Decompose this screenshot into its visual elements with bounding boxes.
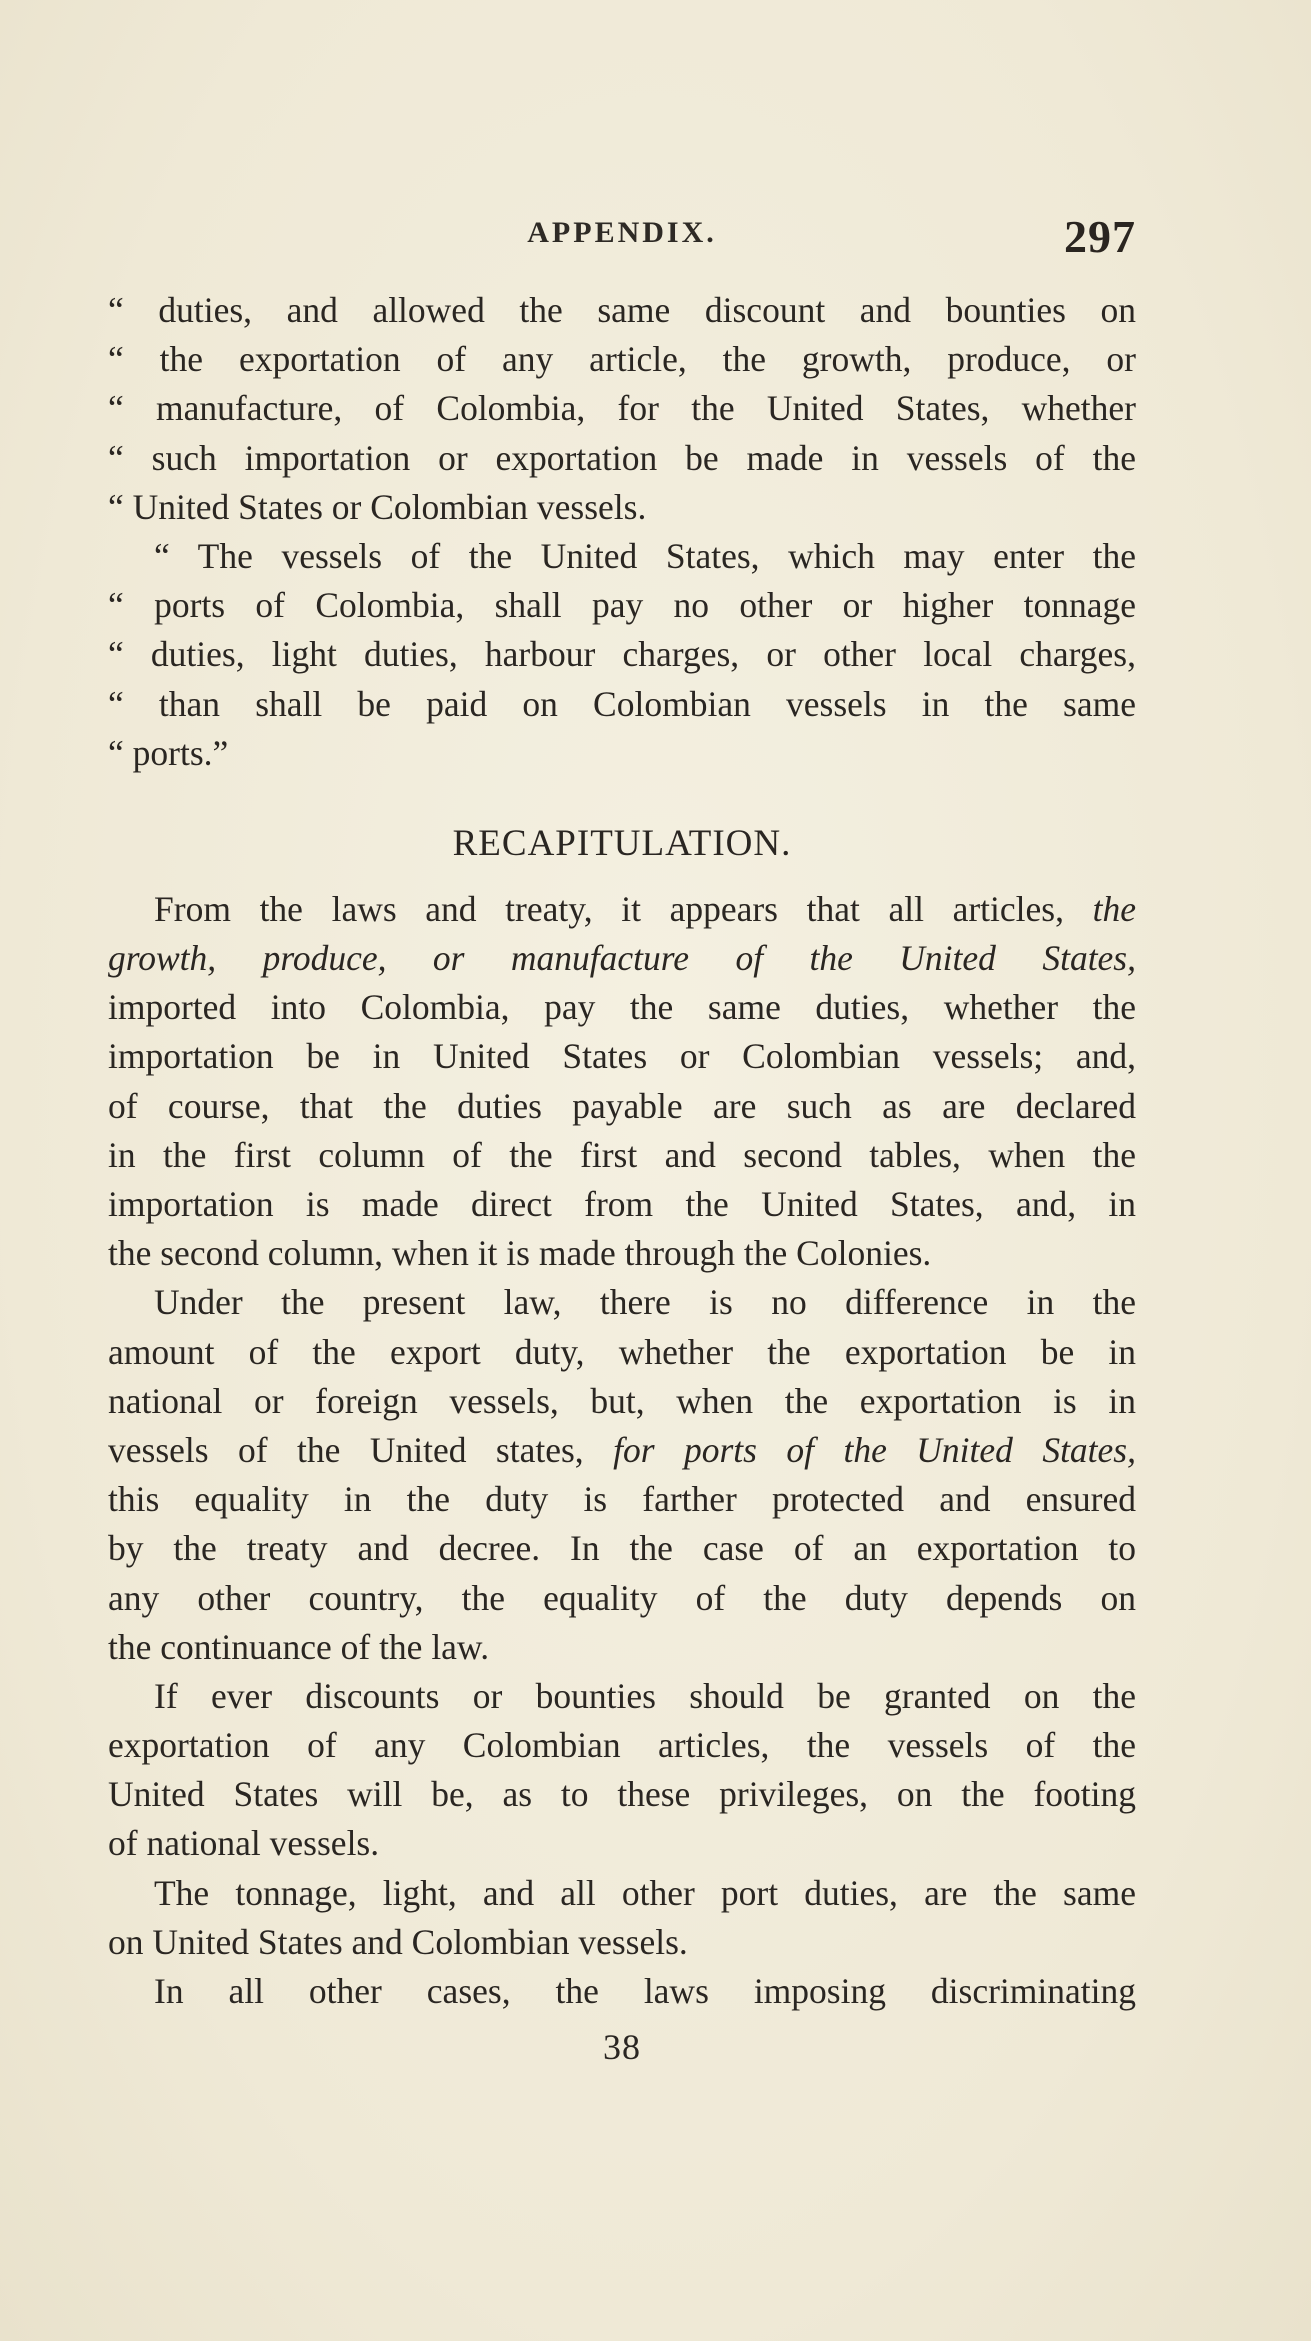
body-line: imported into Colombia, pay the same duties, whether the [108,987,1136,1028]
page-number: 297 [1064,211,1136,262]
quote-line: “ ports.” [108,732,229,773]
body-line [108,1426,1136,1475]
body-line: In all other cases, the laws imposing discriminating [154,1971,1136,2011]
quote-line: “ The vessels of the United States, which may enter the [154,535,1136,576]
body-line: of national vessels. [108,1823,380,1864]
quote-line: “ than shall be paid on Colombian vessels in the same [108,683,1136,724]
quote-line: “ the exportation of any article, the growth, produce, or [108,339,1136,380]
page-header [108,210,1136,260]
body-line: If ever discounts or bounties should be granted on the [154,1675,1136,1716]
text-block [108,286,1136,2016]
quote-line: “ duties, light duties, harbour charges, or other local charges, [108,634,1136,675]
section-heading: RECAPITULATION. [452,822,792,864]
body-line [108,885,1136,934]
body-text: From the laws and treaty, it appears that all articles, [154,888,1064,929]
body-text: vessels of the United states, [108,1429,584,1470]
body-line: exportation of any Colombian articles, the vessels of the [108,1725,1136,1766]
body-line: national or foreign vessels, but, when the exportation is in [108,1380,1136,1421]
body-line: amount of the export duty, whether the exportation be in [108,1331,1136,1372]
body-line: the continuance of the law. [108,1626,490,1667]
quote-line: “ ports of Colombia, shall pay no other or higher tonnage [108,585,1136,626]
body-line: this equality in the duty is farther protected and ensured [108,1479,1136,1520]
quote-line: “ manufacture, of Colombia, for the United States, whether [108,388,1136,429]
body-line: United States will be, as to these privileges, on the footing [108,1774,1136,1815]
quote-line: “ United States or Colombian vessels. [108,486,647,527]
body-line: Under the present law, there is no difference in the [154,1282,1136,1323]
body-line: in the first column of the first and second tables, when the [108,1134,1136,1175]
body-line [108,934,1136,983]
body-line: the second column, when it is made through the Colonies. [108,1233,932,1274]
body-line: The tonnage, light, and all other port duties, are the same [154,1872,1136,1913]
body-line: importation be in United States or Colombian vessels; and, [108,1036,1136,1077]
quote-line: “ such importation or exportation be made in vessels of the [108,437,1136,478]
italic-text: growth, produce, or manufacture of the United States, [108,938,1136,979]
body-line: by the treaty and decree. In the case of an exportation to [108,1528,1136,1569]
body-line: any other country, the equality of the duty depends on [108,1577,1136,1618]
body-line: importation is made direct from the United States, and, in [108,1184,1136,1224]
quote-line: “ duties, and allowed the same discount and bounties on [108,290,1136,330]
body-line: on United States and Colombian vessels. [108,1921,688,1962]
italic-text: for ports of the United States, [613,1429,1136,1470]
running-head: APPENDIX. [527,216,717,249]
body-line: of course, that the duties payable are such as are declared [108,1085,1136,1126]
signature-mark: 38 [603,2027,641,2067]
italic-text: the [1092,888,1136,929]
